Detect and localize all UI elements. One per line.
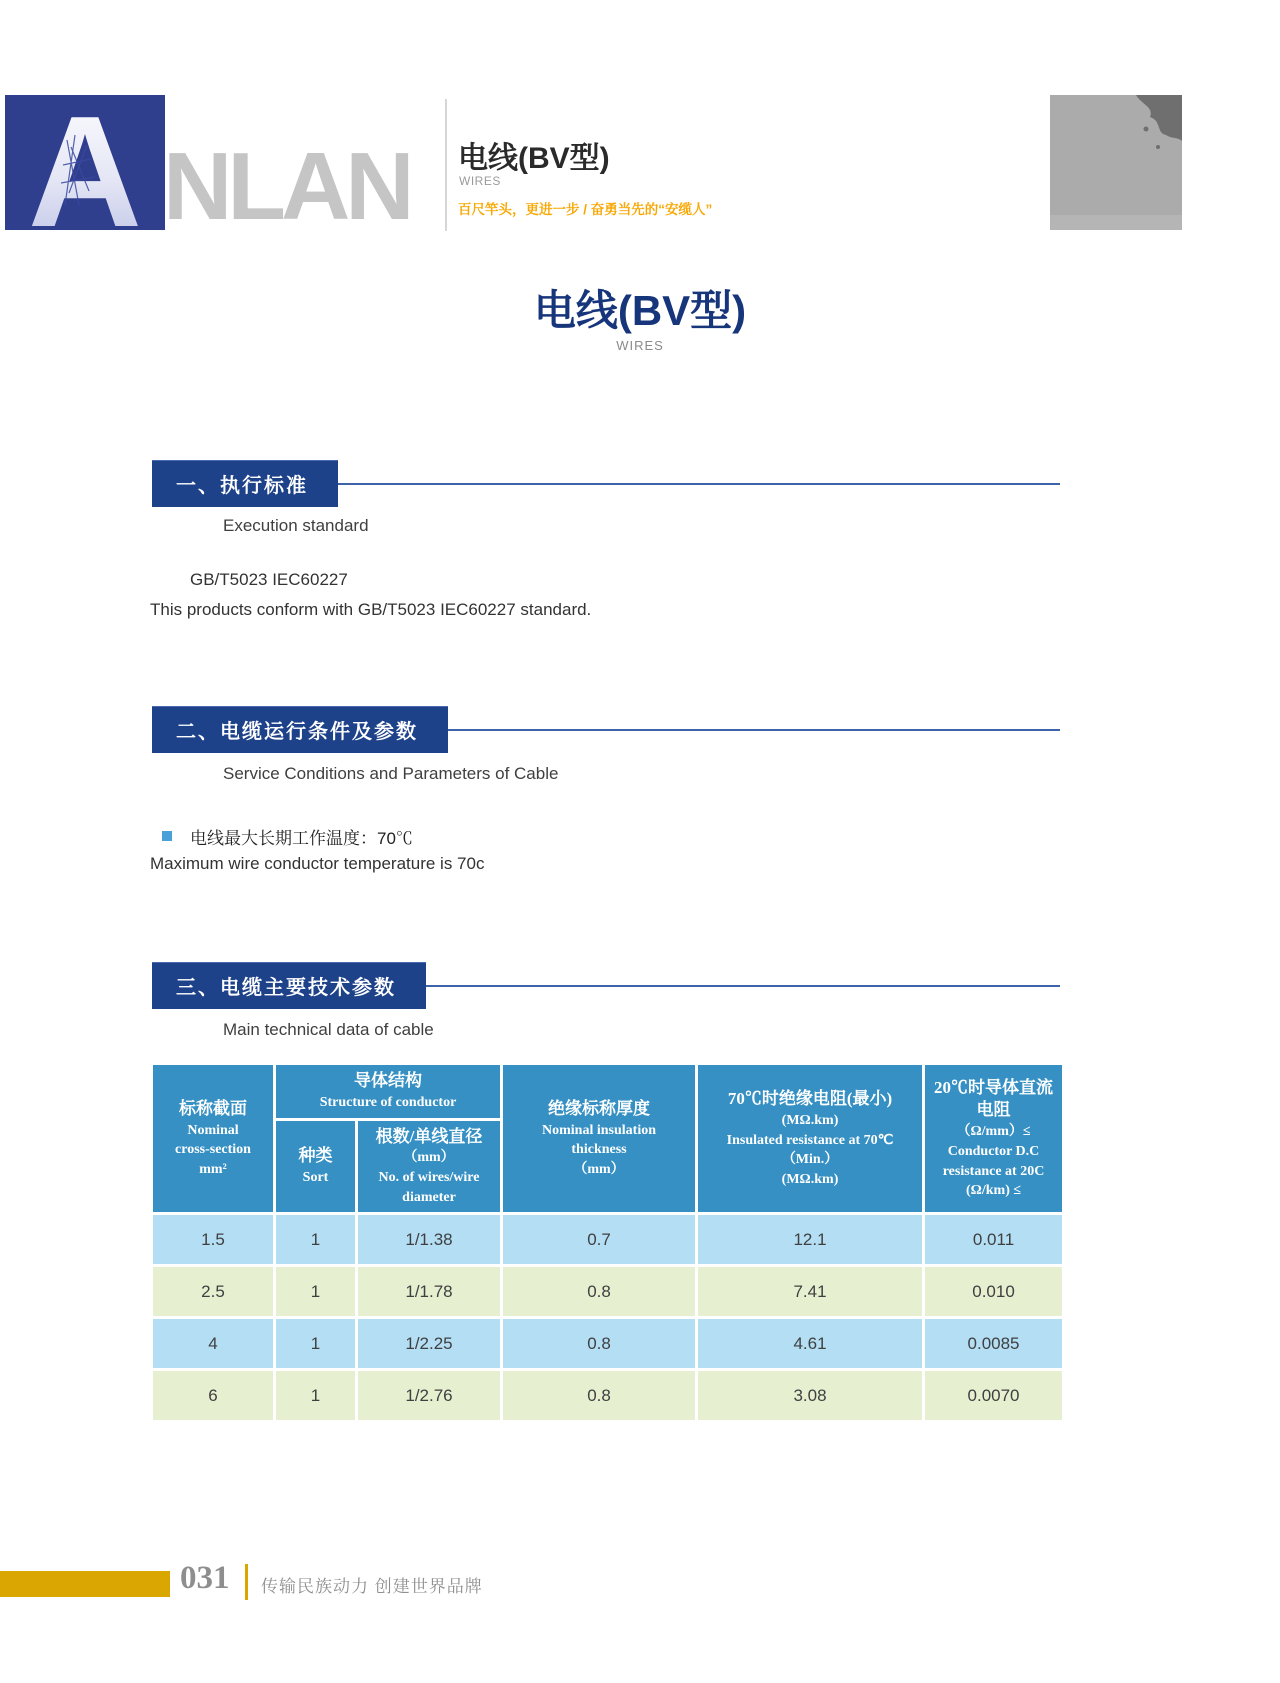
header-tagline: 百尺竿头，更进一步 / 奋勇当先的“安缆人” bbox=[458, 202, 713, 217]
header-conductor-cn: 导体结构 bbox=[354, 1071, 422, 1090]
cell-resistance20: 0.0085 bbox=[924, 1318, 1064, 1370]
header-conductor-dc-resistance-20c bbox=[924, 1064, 1064, 1214]
cell-wires: 1/1.78 bbox=[357, 1266, 502, 1318]
section3-rule bbox=[426, 985, 1060, 987]
table-row bbox=[152, 1266, 1064, 1318]
cell-sort: 1 bbox=[275, 1214, 357, 1266]
svg-text:A: A bbox=[27, 95, 143, 230]
section2-bullet-cn: 电线最大长期工作温度：70℃ bbox=[190, 829, 413, 848]
cell-cross-section: 6 bbox=[152, 1370, 275, 1422]
section1-heading-row bbox=[152, 460, 1060, 507]
table-row bbox=[152, 1214, 1064, 1266]
section1-conform-line: This products conform with GB/T5023 IEC60227 standard. bbox=[150, 600, 592, 619]
header-nominal-en: Nominal cross-section mm² bbox=[175, 1122, 251, 1177]
header-conductor-en: Structure of conductor bbox=[319, 1094, 457, 1110]
footer-divider bbox=[245, 1564, 248, 1600]
header-wires-en: （mm） No. of wires/wire diameter bbox=[378, 1150, 480, 1205]
cell-resistance70: 4.61 bbox=[697, 1318, 924, 1370]
header-nominal-cross-section bbox=[152, 1064, 275, 1214]
section2-bullet-en: Maximum wire conductor temperature is 70c bbox=[150, 854, 485, 873]
section1-standard-line: GB/T5023 IEC60227 bbox=[190, 570, 348, 589]
cell-resistance20: 0.010 bbox=[924, 1266, 1064, 1318]
header-resistance70-cn: 70℃时绝缘电阻(最小) bbox=[727, 1088, 893, 1108]
section3-heading: 三、电缆主要技术参数 bbox=[152, 962, 426, 1009]
cell-resistance70: 7.41 bbox=[697, 1266, 924, 1318]
anlan-logo-icon bbox=[5, 95, 165, 230]
header-nominal-cn: 标称截面 bbox=[179, 1098, 247, 1118]
table-header-row-1 bbox=[152, 1064, 1064, 1120]
cell-thickness: 0.8 bbox=[502, 1370, 697, 1422]
header-resistance70-en: (MΩ.km) Insulated resistance at 70℃ （Min.） (MΩ.km) bbox=[726, 1112, 894, 1187]
section2-heading: 二、电缆运行条件及参数 bbox=[152, 706, 448, 753]
table-row bbox=[152, 1318, 1064, 1370]
section2-rule bbox=[448, 729, 1060, 731]
page-number: 031 bbox=[180, 1560, 230, 1596]
header-sort-cn: 种类 bbox=[298, 1146, 333, 1166]
header-sort bbox=[275, 1119, 357, 1214]
cell-wires: 1/2.76 bbox=[357, 1370, 502, 1422]
cell-thickness: 0.8 bbox=[502, 1318, 697, 1370]
section1-rule bbox=[338, 483, 1060, 485]
cell-resistance70: 3.08 bbox=[697, 1370, 924, 1422]
footer-slogan: 传输民族动力 创建世界品牌 bbox=[261, 1577, 483, 1596]
page-title: 电线(BV型) bbox=[533, 287, 747, 334]
header-insulated-resistance-70c bbox=[697, 1064, 924, 1214]
cell-cross-section: 1.5 bbox=[152, 1214, 275, 1266]
table-row bbox=[152, 1370, 1064, 1422]
header-insulation-en: Nominal insulation thickness （mm） bbox=[542, 1122, 656, 1177]
header-wires-cn: 根数/单线直径 bbox=[375, 1126, 483, 1146]
cell-sort: 1 bbox=[275, 1370, 357, 1422]
logo-text: NLAN bbox=[163, 133, 410, 240]
header-resistance20-cn: 20℃时导体直流电阻 bbox=[934, 1077, 1054, 1120]
section1-heading: 一、执行标准 bbox=[152, 460, 338, 507]
cell-sort: 1 bbox=[275, 1266, 357, 1318]
cell-sort: 1 bbox=[275, 1318, 357, 1370]
cell-resistance20: 0.0070 bbox=[924, 1370, 1064, 1422]
technical-data-table bbox=[150, 1062, 1065, 1423]
header-product-title: 电线(BV型) bbox=[458, 142, 610, 175]
cell-cross-section: 2.5 bbox=[152, 1266, 275, 1318]
footer-gold-bar bbox=[0, 1571, 170, 1597]
header-insulation-thickness bbox=[502, 1064, 697, 1214]
header-resistance20-en: （Ω/mm）≤ Conductor D.C resistance at 20C (Ω/km) ≤ bbox=[942, 1124, 1045, 1199]
bullet-square-icon bbox=[162, 831, 172, 841]
header-divider bbox=[445, 99, 447, 231]
header-wires-diameter bbox=[357, 1119, 502, 1214]
corner-map-image bbox=[1050, 95, 1182, 230]
header-product-subtitle: WIRES bbox=[459, 174, 501, 188]
section3-heading-row bbox=[152, 962, 1060, 1009]
section2-heading-row bbox=[152, 706, 1060, 753]
header-structure-of-conductor bbox=[275, 1064, 502, 1120]
cell-thickness: 0.7 bbox=[502, 1214, 697, 1266]
cell-wires: 1/2.25 bbox=[357, 1318, 502, 1370]
cell-thickness: 0.8 bbox=[502, 1266, 697, 1318]
cell-cross-section: 4 bbox=[152, 1318, 275, 1370]
header-sort-en: Sort bbox=[302, 1170, 329, 1186]
section3-subheading: Main technical data of cable bbox=[223, 1020, 434, 1039]
section2-subheading: Service Conditions and Parameters of Cable bbox=[223, 764, 559, 783]
cell-resistance20: 0.011 bbox=[924, 1214, 1064, 1266]
cell-resistance70: 12.1 bbox=[697, 1214, 924, 1266]
section1-subheading: Execution standard bbox=[223, 516, 369, 535]
page-subtitle: WIRES bbox=[616, 338, 664, 353]
cell-wires: 1/1.38 bbox=[357, 1214, 502, 1266]
header-insulation-cn: 绝缘标称厚度 bbox=[548, 1098, 651, 1118]
